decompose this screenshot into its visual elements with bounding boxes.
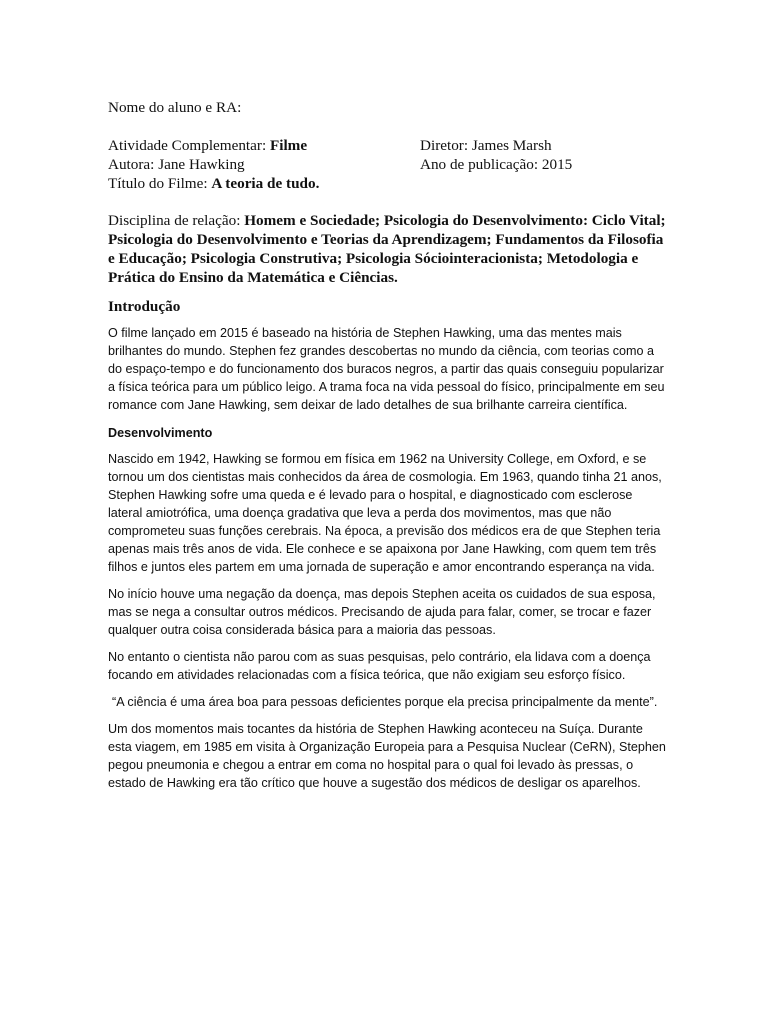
quote-paragraph: “A ciência é uma área boa para pessoas deficientes porque ela precisa principalmente da mente”. — [112, 695, 658, 709]
author-text: Autora: Jane Hawking — [108, 156, 245, 173]
discipline-block — [108, 211, 668, 287]
development-paragraph: No entanto o cientista não parou com as suas pesquisas, pelo contrário, ela lidava com a doença focando em atividades relacionadas com a física teórica, que não exigiam seu esforço físico. — [108, 650, 651, 682]
title-line — [108, 174, 668, 193]
development-paragraph: No início houve uma negação da doença, mas depois Stephen aceita os cuidados de sua esposa, mas se nega a consultar outros médicos. Precisando de ajuda para falar, comer, se trocar e fazer qualquer outra coisa considerada básica para a maioria das pessoas. — [108, 587, 656, 637]
director-text: Diretor: James Marsh — [420, 137, 552, 154]
title-value: A teoria de tudo. — [211, 175, 320, 192]
activity-label: Atividade Complementar: — [108, 137, 267, 154]
document-page — [108, 98, 668, 801]
development-paragraph: Nascido em 1942, Hawking se formou em física em 1962 na University College, em Oxford, e se tornou um dos cientistas mais conhecidos da área de cosmologia. Em 1963, quando tinha 21 anos, Stephen Hawking sofre uma queda e é levado para o hospital, e diagnosticado com esclerose lateral amiotrófica, uma doença gradativa que leva a perda dos movimentos, mas que não comprometeu suas funções cerebrais. Na época, a previsão dos médicos era de que Stephen teria apenas mais três anos de vida. Ele conhece e se apaixona por Jane Hawking, com quem tem três filhos e juntos eles partem em uma jornada de superação e amor encontrando esperança na vida. — [108, 452, 662, 574]
publication-year: Ano de publicação: 2015 — [420, 156, 573, 173]
activity-line — [108, 136, 668, 155]
student-label: Nome do aluno e RA: — [108, 99, 242, 116]
student-line — [108, 98, 668, 117]
author-line — [108, 155, 668, 174]
activity-value: Filme — [269, 137, 308, 154]
development-paragraph: Um dos momentos mais tocantes da história de Stephen Hawking aconteceu na Suíça. Durante esta viagem, em 1985 em visita à Organização Europeia para a Pesquisa Nuclear (CeRN), Stephen pegou pneumonia e chegou a entrar em coma no hospital para o qual foi levado às pressas, o estado de Hawking era tão crítico que houve a sugestão dos médicos de desligar os aparelhos. — [108, 722, 666, 790]
discipline-label: Disciplina de relação: — [108, 212, 241, 229]
document-header — [108, 98, 668, 287]
title-label: Título do Filme: — [108, 175, 208, 192]
intro-heading: Introdução — [108, 298, 181, 315]
discipline-value: Homem e Sociedade; Psicologia do Desenvolvimento: Ciclo Vital; Psicologia do Desenvolvimento e Teorias da Aprendizagem; Fundamentos da Filosofia e Educação; Psicologia Construtiva; Psicologia Sóciointeracionista; Metodologia e Prática do Ensino da Matemática e Ciências. — [108, 212, 666, 286]
intro-paragraph: O filme lançado em 2015 é baseado na história de Stephen Hawking, uma das mentes mais brilhantes do mundo. Stephen fez grandes descobertas no mundo da ciência, com teorias como a do espaço-tempo e do funcionamento dos buracos negros, a partir das quais conseguiu popularizar a física teórica para um público leigo. A trama foca na vida pessoal do físico, principalmente em seu romance com Jane Hawking, sem deixar de lado detalhes de sua brilhante carreira científica. — [108, 326, 665, 412]
development-heading: Desenvolvimento — [108, 426, 213, 440]
